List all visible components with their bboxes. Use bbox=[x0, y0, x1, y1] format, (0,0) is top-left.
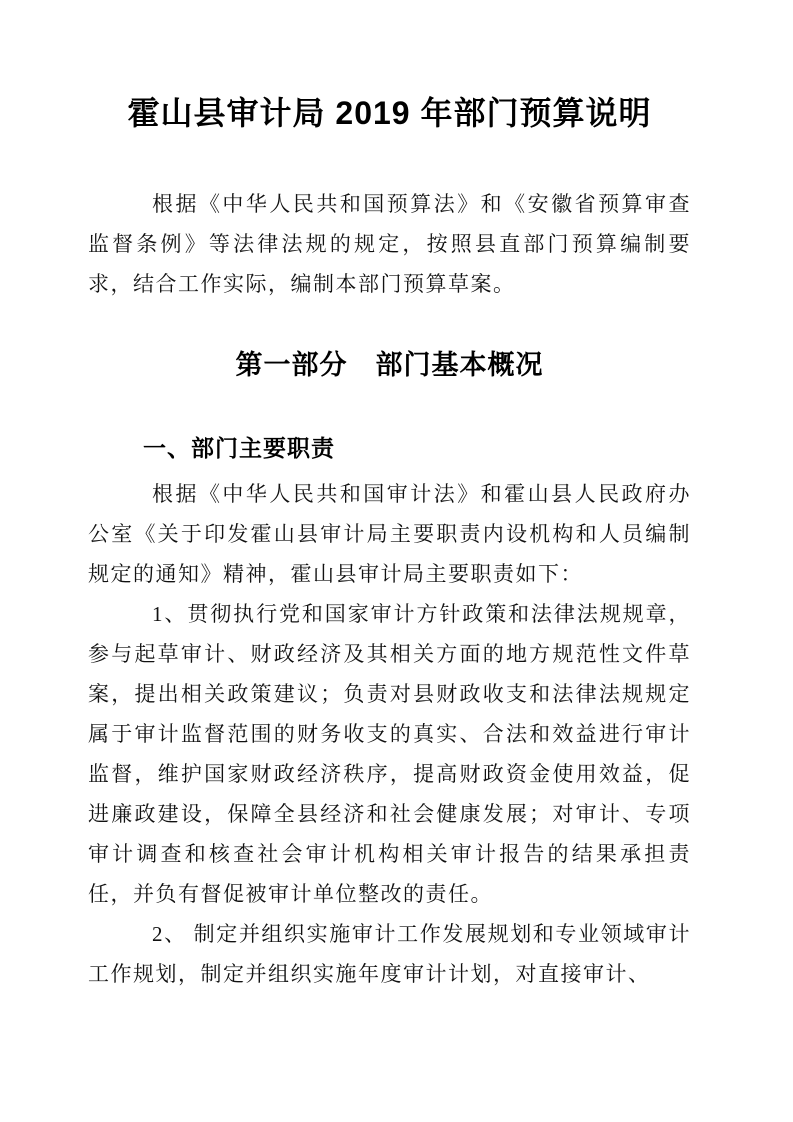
section1-paragraph-3: 2、 制定并组织实施审计工作发展规划和专业领域审计工作规划，制定并组织实施年度审计计划，对直接审计、 bbox=[88, 922, 691, 986]
document-title: 霍山县审计局 2019 年部门预算说明 bbox=[127, 95, 652, 131]
section1-paragraph-1: 根据《中华人民共和国审计法》和霍山县人民政府办公室《关于印发霍山县审计局主要职责内设机构和人员编制规定的通知》精神，霍山县审计局主要职责如下： bbox=[88, 482, 691, 586]
section1-heading: 一、部门主要职责 bbox=[143, 435, 335, 461]
intro-paragraph: 根据《中华人民共和国预算法》和《安徽省预算审查监督条例》等法律法规的规定，按照县直部门预算编制要求，结合工作实际，编制本部门预算草案。 bbox=[88, 192, 691, 296]
part1-heading: 第一部分 部门基本概况 bbox=[235, 350, 544, 380]
section1-paragraph-2: 1、贯彻执行党和国家审计方针政策和法律法规规章，参与起草审计、财政经济及其相关方面的地方规范性文件草案，提出相关政策建议；负责对县财政收支和法律法规规定属于审计监督范围的财务收支的真实、合法和效益进行审计监督，维护国家财政经济秩序，提高财政资金使用效益，促进廉政建设，保障全县经济和社会健康发展；对审计、专项审计调查和核查社会审计机构相关审计报告的结果承担责任，并负有督促被审计单位整改的责任。 bbox=[88, 602, 691, 906]
